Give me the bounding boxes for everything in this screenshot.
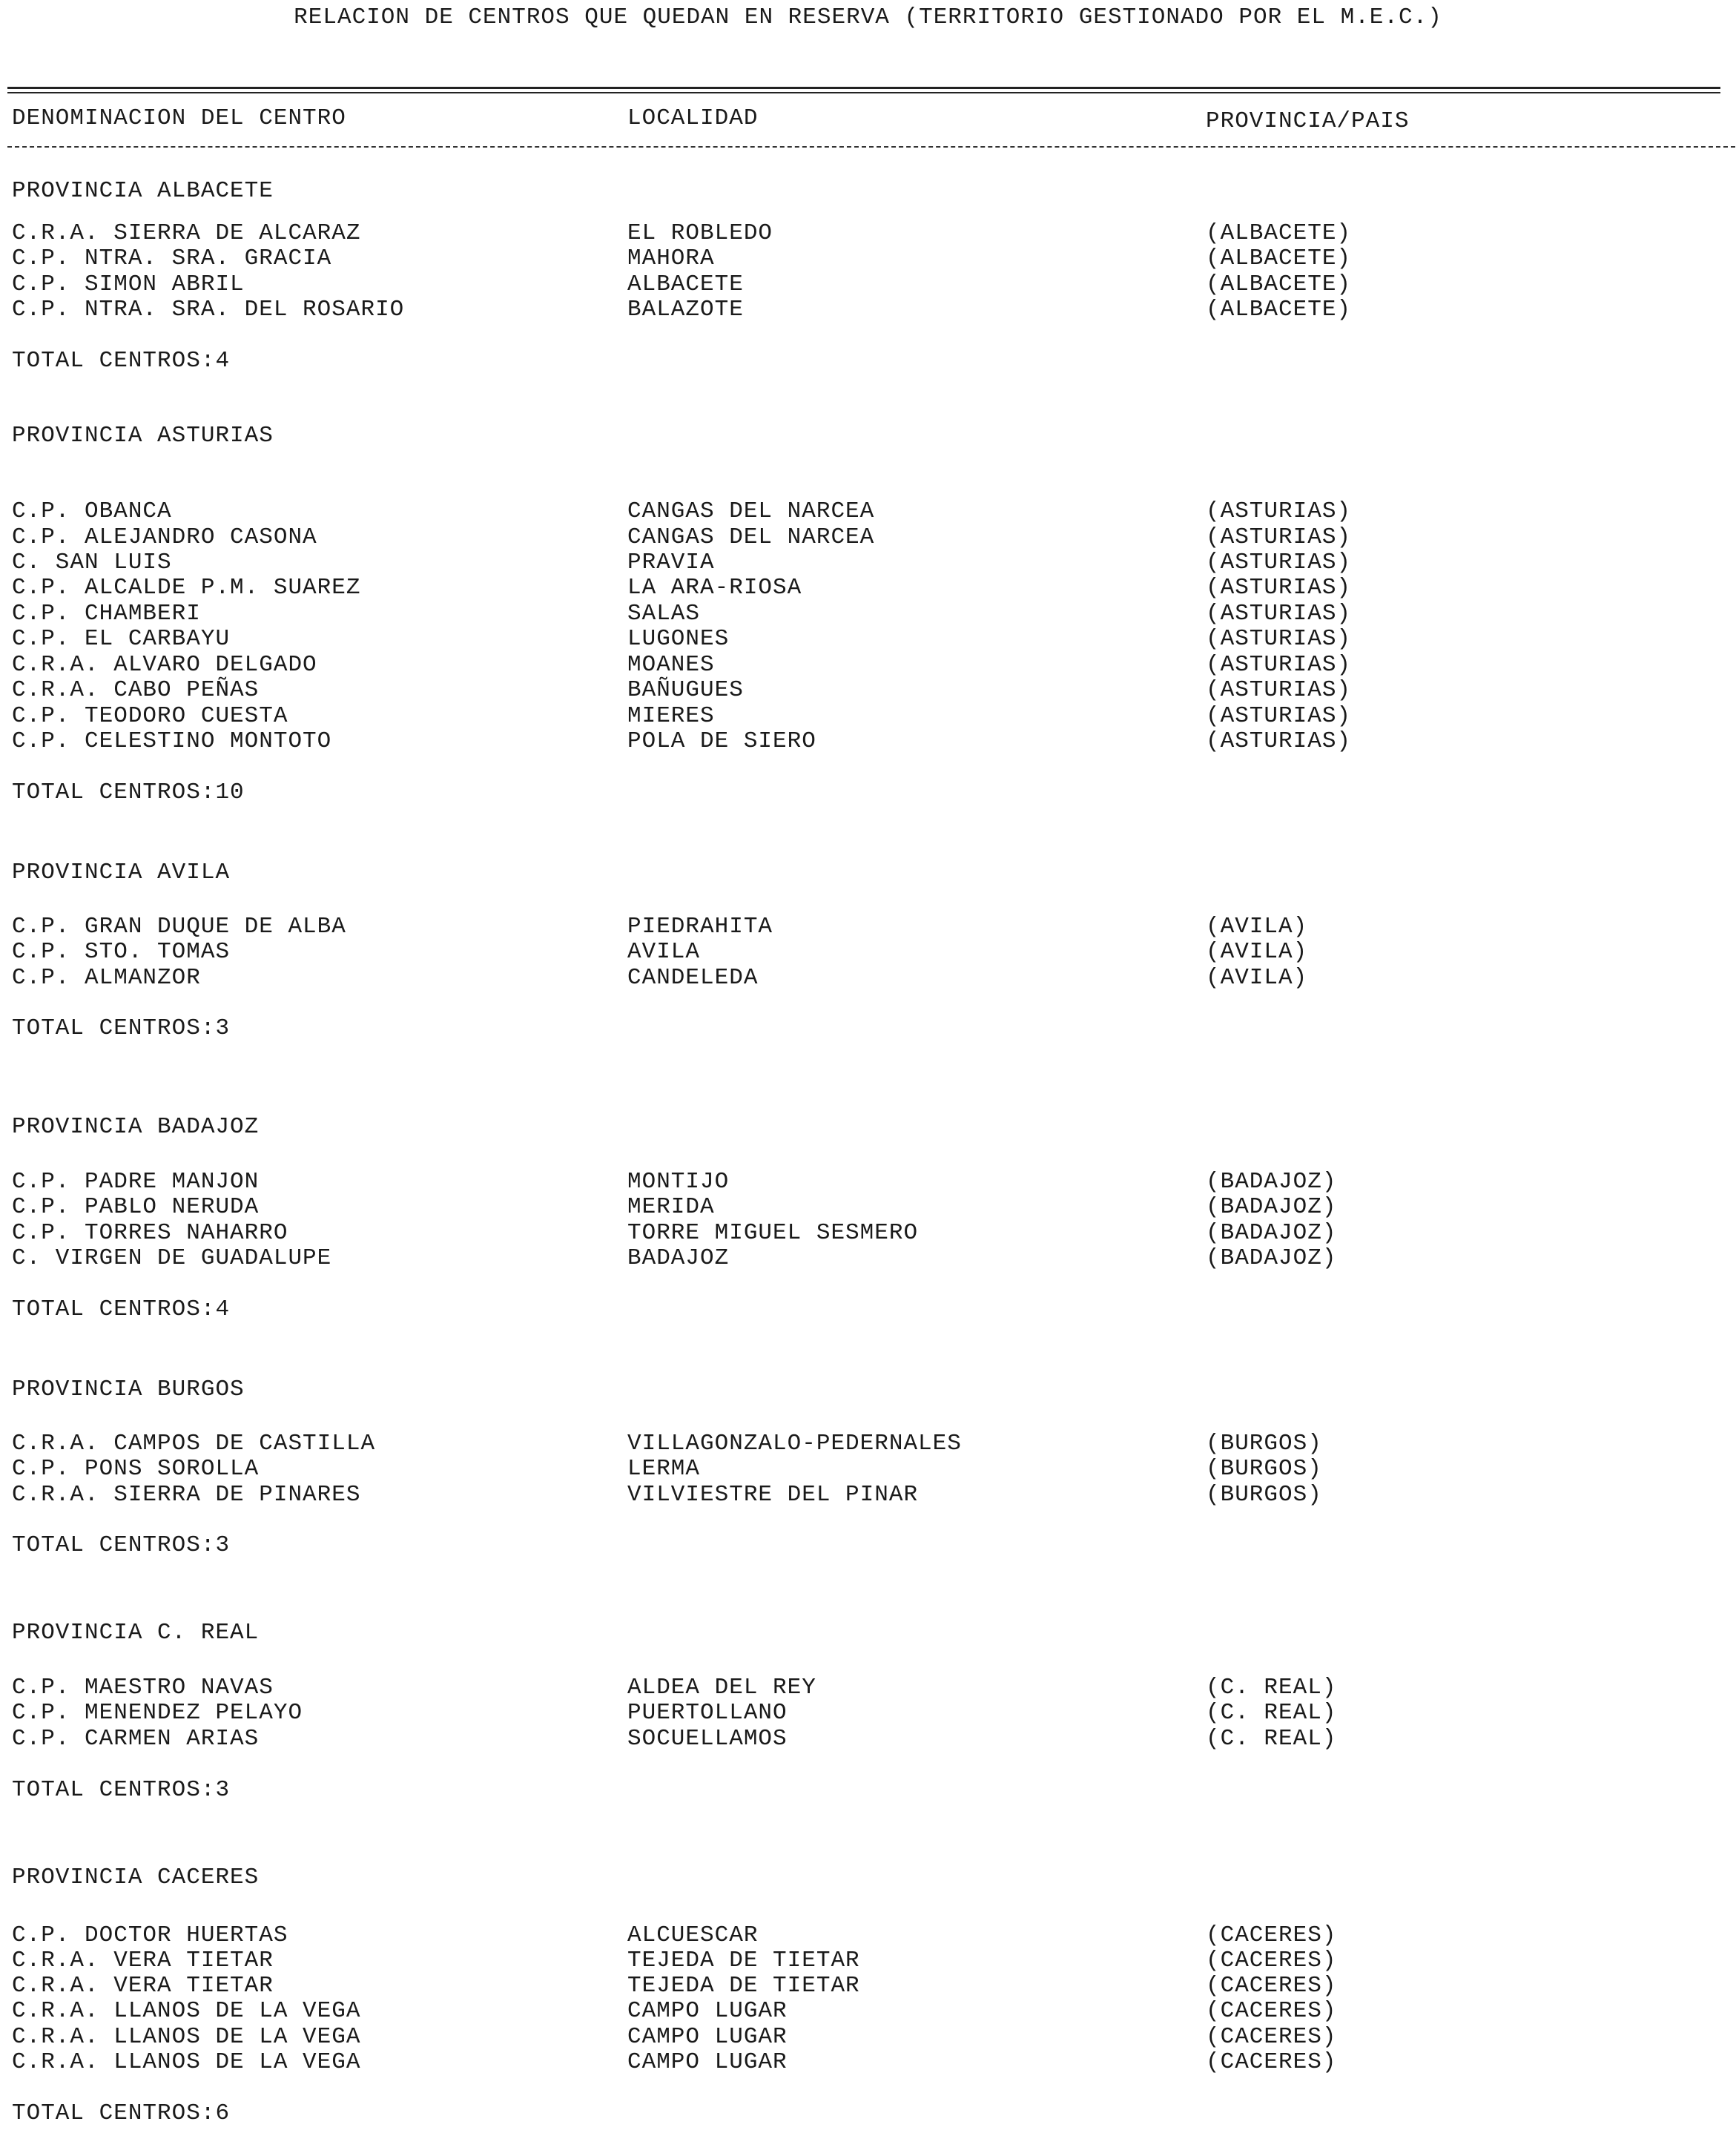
cell-localidad: SALAS bbox=[627, 601, 701, 627]
cell-localidad: CAMPO LUGAR bbox=[627, 2024, 788, 2050]
cell-localidad: CANGAS DEL NARCEA bbox=[627, 524, 875, 550]
table-row bbox=[0, 524, 1736, 551]
cell-localidad: TORRE MIGUEL SESMERO bbox=[627, 1220, 919, 1246]
table-row bbox=[0, 575, 1736, 601]
cell-provincia: (CACERES) bbox=[1206, 1973, 1337, 1999]
table-row bbox=[0, 601, 1736, 627]
column-header-localidad: LOCALIDAD bbox=[627, 105, 759, 131]
section-total: TOTAL CENTROS:3 bbox=[12, 1532, 231, 1558]
cell-centro: C.P. DOCTOR HUERTAS bbox=[12, 1922, 288, 1948]
column-header-provincia: PROVINCIA/PAIS bbox=[1206, 108, 1410, 134]
table-row bbox=[0, 703, 1736, 730]
cell-centro: C.P. TORRES NAHARRO bbox=[12, 1220, 288, 1246]
cell-centro: C.P. ALMANZOR bbox=[12, 965, 201, 991]
section-total: TOTAL CENTROS:4 bbox=[12, 1296, 231, 1322]
cell-centro: C.P. ALEJANDRO CASONA bbox=[12, 524, 317, 550]
table-row bbox=[0, 728, 1736, 755]
table-row bbox=[0, 677, 1736, 704]
cell-centro: C.P. NTRA. SRA. GRACIA bbox=[12, 245, 332, 271]
table-row bbox=[0, 1922, 1736, 1949]
cell-localidad: MAHORA bbox=[627, 245, 715, 271]
header-second-rule bbox=[7, 92, 1720, 93]
cell-localidad: CANGAS DEL NARCEA bbox=[627, 498, 875, 524]
cell-localidad: SOCUELLAMOS bbox=[627, 1726, 788, 1752]
cell-provincia: (ASTURIAS) bbox=[1206, 575, 1352, 601]
province-heading: PROVINCIA ALBACETE bbox=[12, 178, 274, 204]
province-heading: PROVINCIA ASTURIAS bbox=[12, 423, 274, 449]
cell-localidad: VILVIESTRE DEL PINAR bbox=[627, 1482, 919, 1508]
cell-centro: C.P. EL CARBAYU bbox=[12, 626, 231, 652]
cell-localidad: MOANES bbox=[627, 652, 715, 678]
table-row bbox=[0, 1456, 1736, 1483]
cell-centro: C.P. CELESTINO MONTOTO bbox=[12, 728, 332, 754]
province-heading: PROVINCIA AVILA bbox=[12, 860, 231, 886]
table-row bbox=[0, 550, 1736, 576]
table-row bbox=[0, 1726, 1736, 1753]
cell-centro: C.R.A. LLANOS DE LA VEGA bbox=[12, 2049, 361, 2075]
table-row bbox=[0, 626, 1736, 653]
cell-provincia: (ASTURIAS) bbox=[1206, 677, 1352, 703]
table-row bbox=[0, 914, 1736, 940]
column-header-centro: DENOMINACION DEL CENTRO bbox=[12, 105, 346, 131]
cell-provincia: (ALBACETE) bbox=[1206, 271, 1352, 297]
cell-provincia: (BADAJOZ) bbox=[1206, 1169, 1337, 1195]
table-row bbox=[0, 1482, 1736, 1509]
cell-provincia: (CACERES) bbox=[1206, 1998, 1337, 2024]
cell-provincia: (ASTURIAS) bbox=[1206, 550, 1352, 576]
cell-localidad: LERMA bbox=[627, 1456, 701, 1482]
cell-localidad: ALBACETE bbox=[627, 271, 744, 297]
cell-provincia: (ASTURIAS) bbox=[1206, 601, 1352, 627]
section-total: TOTAL CENTROS:4 bbox=[12, 348, 231, 374]
cell-provincia: (CACERES) bbox=[1206, 1948, 1337, 1974]
cell-centro: C.P. STO. TOMAS bbox=[12, 939, 231, 965]
cell-localidad: TEJEDA DE TIETAR bbox=[627, 1948, 860, 1974]
cell-localidad: POLA DE SIERO bbox=[627, 728, 816, 754]
cell-provincia: (ASTURIAS) bbox=[1206, 728, 1352, 754]
cell-localidad: CANDELEDA bbox=[627, 965, 759, 991]
cell-localidad: CAMPO LUGAR bbox=[627, 1998, 788, 2024]
cell-centro: C.P. CHAMBERI bbox=[12, 601, 201, 627]
cell-provincia: (ASTURIAS) bbox=[1206, 498, 1352, 524]
province-heading: PROVINCIA C. REAL bbox=[12, 1620, 260, 1646]
cell-provincia: (CACERES) bbox=[1206, 2024, 1337, 2050]
cell-provincia: (ASTURIAS) bbox=[1206, 626, 1352, 652]
table-row bbox=[0, 1245, 1736, 1272]
cell-centro: C.P. TEODORO CUESTA bbox=[12, 703, 288, 729]
cell-provincia: (C. REAL) bbox=[1206, 1675, 1337, 1701]
cell-provincia: (BURGOS) bbox=[1206, 1431, 1322, 1457]
table-row bbox=[0, 297, 1736, 323]
table-row bbox=[0, 652, 1736, 679]
cell-localidad: BALAZOTE bbox=[627, 297, 744, 323]
cell-centro: C.P. MAESTRO NAVAS bbox=[12, 1675, 274, 1701]
section-total: TOTAL CENTROS:10 bbox=[12, 779, 245, 805]
cell-provincia: (BADAJOZ) bbox=[1206, 1245, 1337, 1271]
cell-provincia: (AVILA) bbox=[1206, 914, 1308, 940]
cell-centro: C.P. NTRA. SRA. DEL ROSARIO bbox=[12, 297, 405, 323]
table-row bbox=[0, 1431, 1736, 1457]
cell-provincia: (CACERES) bbox=[1206, 2049, 1337, 2075]
cell-localidad: BADAJOZ bbox=[627, 1245, 730, 1271]
cell-provincia: (BADAJOZ) bbox=[1206, 1194, 1337, 1220]
cell-localidad: MONTIJO bbox=[627, 1169, 730, 1195]
header-top-rule bbox=[7, 87, 1720, 89]
table-row bbox=[0, 1700, 1736, 1727]
cell-localidad: PUERTOLLANO bbox=[627, 1700, 788, 1726]
table-row bbox=[0, 2049, 1736, 2076]
cell-localidad: CAMPO LUGAR bbox=[627, 2049, 788, 2075]
cell-centro: C. SAN LUIS bbox=[12, 550, 172, 576]
cell-localidad: PIEDRAHITA bbox=[627, 914, 773, 940]
cell-localidad: MIERES bbox=[627, 703, 715, 729]
cell-centro: C.R.A. LLANOS DE LA VEGA bbox=[12, 2024, 361, 2050]
cell-localidad: ALCUESCAR bbox=[627, 1922, 759, 1948]
cell-centro: C.P. CARMEN ARIAS bbox=[12, 1726, 260, 1752]
cell-provincia: (CACERES) bbox=[1206, 1922, 1337, 1948]
cell-localidad: VILLAGONZALO-PEDERNALES bbox=[627, 1431, 962, 1457]
cell-provincia: (BADAJOZ) bbox=[1206, 1220, 1337, 1246]
table-row bbox=[0, 1948, 1736, 1974]
cell-centro: C.R.A. ALVARO DELGADO bbox=[12, 652, 317, 678]
cell-centro: C. VIRGEN DE GUADALUPE bbox=[12, 1245, 332, 1271]
province-heading: PROVINCIA BURGOS bbox=[12, 1377, 245, 1402]
cell-localidad: PRAVIA bbox=[627, 550, 715, 576]
table-row bbox=[0, 271, 1736, 298]
section-total: TOTAL CENTROS:6 bbox=[12, 2100, 231, 2126]
cell-localidad: AVILA bbox=[627, 939, 701, 965]
cell-provincia: (ASTURIAS) bbox=[1206, 652, 1352, 678]
cell-provincia: (BURGOS) bbox=[1206, 1456, 1322, 1482]
cell-localidad: MERIDA bbox=[627, 1194, 715, 1220]
province-heading: PROVINCIA BADAJOZ bbox=[12, 1114, 260, 1140]
table-row bbox=[0, 965, 1736, 992]
cell-centro: C.R.A. VERA TIETAR bbox=[12, 1973, 274, 1999]
table-row bbox=[0, 1194, 1736, 1221]
cell-centro: C.R.A. VERA TIETAR bbox=[12, 1948, 274, 1974]
cell-localidad: BAÑUGUES bbox=[627, 677, 744, 703]
cell-provincia: (AVILA) bbox=[1206, 939, 1308, 965]
cell-centro: C.R.A. LLANOS DE LA VEGA bbox=[12, 1998, 361, 2024]
cell-provincia: (ALBACETE) bbox=[1206, 297, 1352, 323]
cell-centro: C.P. SIMON ABRIL bbox=[12, 271, 245, 297]
cell-localidad: EL ROBLEDO bbox=[627, 220, 773, 246]
cell-provincia: (C. REAL) bbox=[1206, 1726, 1337, 1752]
table-row bbox=[0, 1675, 1736, 1701]
table-row bbox=[0, 1998, 1736, 2025]
table-row bbox=[0, 220, 1736, 247]
cell-centro: C.R.A. SIERRA DE PINARES bbox=[12, 1482, 361, 1508]
cell-provincia: (ALBACETE) bbox=[1206, 245, 1352, 271]
cell-centro: C.R.A. CABO PEÑAS bbox=[12, 677, 260, 703]
cell-provincia: (AVILA) bbox=[1206, 965, 1308, 991]
cell-centro: C.P. GRAN DUQUE DE ALBA bbox=[12, 914, 346, 940]
section-total: TOTAL CENTROS:3 bbox=[12, 1777, 231, 1803]
cell-centro: C.P. PONS SOROLLA bbox=[12, 1456, 260, 1482]
cell-centro: C.P. PADRE MANJON bbox=[12, 1169, 260, 1195]
cell-centro: C.P. PABLO NERUDA bbox=[12, 1194, 260, 1220]
table-row bbox=[0, 2024, 1736, 2051]
cell-centro: C.P. OBANCA bbox=[12, 498, 172, 524]
cell-centro: C.R.A. SIERRA DE ALCARAZ bbox=[12, 220, 361, 246]
cell-provincia: (ALBACETE) bbox=[1206, 220, 1352, 246]
table-row bbox=[0, 245, 1736, 272]
cell-localidad: TEJEDA DE TIETAR bbox=[627, 1973, 860, 1999]
table-row bbox=[0, 498, 1736, 525]
cell-localidad: LA ARA-RIOSA bbox=[627, 575, 802, 601]
cell-localidad: LUGONES bbox=[627, 626, 730, 652]
cell-provincia: (ASTURIAS) bbox=[1206, 703, 1352, 729]
table-row bbox=[0, 1169, 1736, 1196]
document-title: RELACION DE CENTROS QUE QUEDAN EN RESERVA (TERRITORIO GESTIONADO POR EL M.E.C.) bbox=[294, 4, 1442, 30]
section-total: TOTAL CENTROS:3 bbox=[12, 1015, 231, 1041]
province-heading: PROVINCIA CACERES bbox=[12, 1865, 260, 1890]
cell-localidad: ALDEA DEL REY bbox=[627, 1675, 816, 1701]
header-dashed-rule bbox=[7, 146, 1735, 148]
table-row bbox=[0, 1220, 1736, 1247]
table-row bbox=[0, 1973, 1736, 2000]
cell-provincia: (BURGOS) bbox=[1206, 1482, 1322, 1508]
table-row bbox=[0, 939, 1736, 966]
cell-provincia: (ASTURIAS) bbox=[1206, 524, 1352, 550]
cell-centro: C.R.A. CAMPOS DE CASTILLA bbox=[12, 1431, 376, 1457]
cell-centro: C.P. MENENDEZ PELAYO bbox=[12, 1700, 303, 1726]
cell-provincia: (C. REAL) bbox=[1206, 1700, 1337, 1726]
cell-centro: C.P. ALCALDE P.M. SUAREZ bbox=[12, 575, 361, 601]
